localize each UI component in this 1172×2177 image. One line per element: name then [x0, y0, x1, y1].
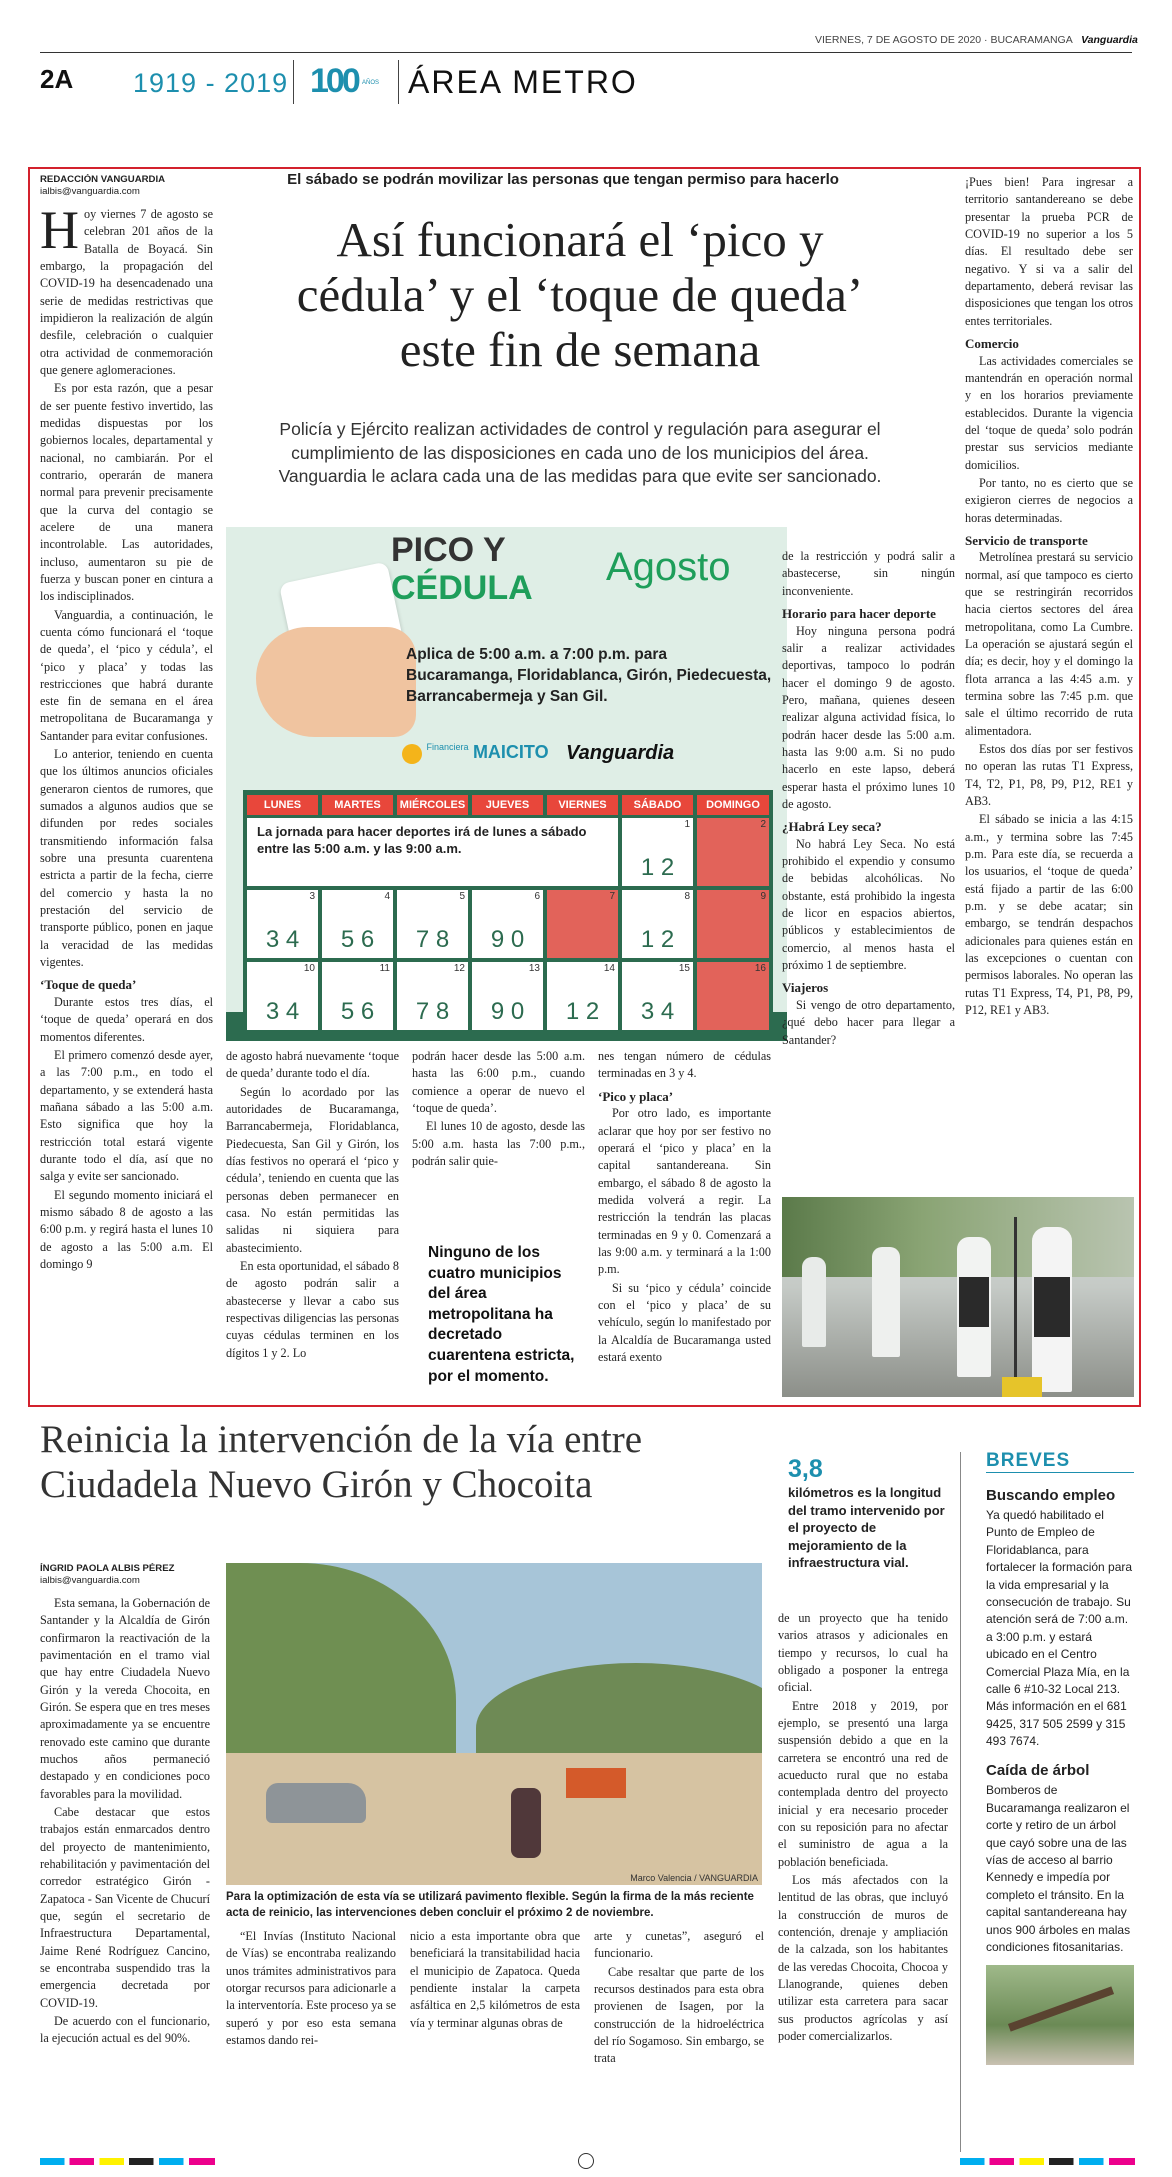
column-6: [965, 174, 1133, 1194]
second-column-3: [410, 1928, 580, 2153]
second-column-4: [594, 1928, 764, 2153]
col5-subhead-1: Horario para hacer deporte: [782, 605, 936, 621]
second-column-2: [226, 1928, 396, 2153]
section-title: ÁREA METRO: [408, 64, 638, 100]
road-stripe: [1002, 1377, 1042, 1397]
sponsor-logo: [402, 742, 549, 764]
graphic-month: Agosto: [606, 545, 731, 589]
c1-para-2: Cabe destacar que estos trabajos están enmarcados dentro del proyecto de mantenimiento, rehabilitación y pavimentación del corredor estratégico Girón - Zapatoca - San Vicente de Chucurí que, según el secretario de Infraestructura Departamental, Jaime René Rodríguez Cancino, se encontraba suspendido tras la emergencia decretada por COVID-19.: [40, 1804, 210, 2010]
calendar-day: 4 5 6: [322, 890, 393, 958]
col5-para-4: Si vengo de otro departamento, ¿qué debo hacer para llegar a Santander?: [782, 998, 955, 1047]
calendar-day: 8 1 2: [622, 890, 693, 958]
calendar-day: 6 9 0: [472, 890, 543, 958]
calendar-day: 5 7 8: [397, 890, 468, 958]
c5-para-3: Los más afectados con la lentitud de las obras, que incluyó la construcción de muros de contención, drenaje y ampliación de la calzada, son los habitantes de las veredas Chocoita, Chocoa y Llanogrande, quienes deben utilizar esta carretera para sacar sus productos agrícolas y así poder comercializarlos.: [778, 1872, 948, 2043]
c1-para-1: Esta semana, la Gobernación de Santander y la Alcaldía de Girón confirmaron la reactivación de la pavimentación en el tramo vial que hay entre Ciudadela Nuevo Girón y la vereda Chocoita, en Girón. Se espera que en tres meses aproximadamente ya se encuentre renovado este camino que durante muchos años permaneció destapado y en condiciones poco favorables para la movilidad.: [40, 1595, 210, 1801]
column-2: [226, 1048, 399, 1393]
second-column-1: [40, 1563, 210, 2153]
column-3: [412, 1048, 585, 1238]
brief-text-2: Bomberos de Bucaramanga realizaron el corte y retiro de un árbol que cayó sobre una de las vías de acceso al barrio Kennedy e impedía por completo el tránsito. En la capital santandereana hay unos 900 árboles en malas condiciones fitosanitarias.: [986, 1783, 1131, 1954]
sponsor-name: MAICITO: [472, 742, 549, 762]
day-header: LUNES: [247, 795, 318, 815]
col2-para-1: de agosto habrá nuevamente ‘toque de queda’ durante todo el día.: [226, 1049, 399, 1081]
calendar-day: 2: [697, 818, 769, 886]
c4-para-2: Cabe resaltar que parte de los recursos destinados para esta obra provienen de Isagen, por la construcción de la hidroeléctrica del río Sogamoso. Sin embargo, se trata: [594, 1964, 764, 2066]
graphic-title-2: CÉDULA: [391, 569, 533, 607]
col6-subhead-1: Comercio: [965, 335, 1019, 351]
byline-email: ialbis@vanguardia.com: [40, 185, 140, 197]
column-4: [598, 1048, 771, 1393]
calendar-grid: [243, 790, 773, 1035]
col1-para-7: El segundo momento iniciará el mismo sábado 8 de agosto a las 6:00 p.m. y regirá hasta el lunes 10 de agosto a las 5:00 a.m. El domingo 9: [40, 1187, 213, 1271]
col5-subhead-3: Viajeros: [782, 980, 829, 996]
brief-text-1: Ya quedó habilitado el Punto de Empleo de Floridablanca, para fortalecer la formación para la vida empresarial y la consecución de trabajo. Su atención será de 7:00 a.m. a 3:00 p.m. y estará ubicado en el Centro Comercial Plaza Mía, en la calle 6 #10-32 Local 213. Más información en el 681 9425, 317 505 2599 y 315 493 7674.: [986, 1508, 1133, 1749]
color-bar-left: [40, 2158, 215, 2165]
graphic-brand: Vanguardia: [566, 742, 675, 764]
second-headline: Reinicia la intervención de la vía entre Ciudadela Nuevo Girón y Chocoita: [40, 1418, 643, 1506]
calendar-day: 9: [697, 890, 769, 958]
col3-para-2: El lunes 10 de agosto, desde las 5:00 a.m. hasta las 7:00 p.m., podrán salir quie-: [412, 1119, 585, 1168]
fallen-tree-photo: [986, 1965, 1134, 2065]
col2-para-3: En esta oportunidad, el sábado 8 de agosto podrán salir a abastecerse y llevar a cabo sus respectivas diligencias las personas cuyas cédulas terminen en los dígitos 1 y 2. Lo: [226, 1258, 399, 1360]
col1-para-2: Es por esta razón, que a pesar de ser puente festivo invertido, las medidas dispuestas por los gobiernos locales, departamental y nacional, no cambiarán. Por el contrario, operarán de manera normal para prevenir precisamente que la curva del contagio se acelere de una manera incontrolable. Las autoridades, incluso, aumentaron su pie de fuerza y buscan poner en cintura a los indisciplinados.: [40, 381, 213, 604]
col1-para-6: El primero comenzó desde ayer, a las 7:00 p.m., en todo el departamento, y se extenderá hasta mañana sábado a las 5:00 a.m. Esto significa que hoy la restricción total estará vigente durante todo el día, así que no salga y evite ser sancionado.: [40, 1047, 213, 1184]
col6-para-5: Estos dos días por ser festivos no operan las rutas T1 Express, T4, T2, P1, P8, P9, P12, RE1 y AB3.: [965, 742, 1133, 809]
brief-title-1: Buscando empleo: [986, 1487, 1116, 1504]
col5-para-3: No habrá Ley Seca. No está prohibido el expendio y consumo de bebidas alcohólicas. No obstante, está prohibido la ingesta de licor en espacios abiertos, públicos y establecimientos de comercio, al menos hasta el próximo 1 de septiembre.: [782, 836, 955, 973]
byline-name: REDACCIÓN VANGUARDIA: [40, 174, 166, 185]
photo-credit: Marco Valencia / VANGUARDIA: [630, 1873, 758, 1883]
calendar-day: 7: [547, 890, 618, 958]
col6-para-4: Metrolínea prestará su servicio normal, así que tampoco es cierto que se restringirán recorridos hacia ciertos sectores del área metropolitana, como La Cumbre. La operación se ajustará según el día; es decir, hoy y el domingo la flota arranca a las 4:45 a.m. y termina sobre las 7:45 p.m. que sale el último recorrido de ruta alimentadora.: [965, 550, 1133, 738]
dateline-text: VIERNES, 7 DE AGOSTO DE 2020 · BUCARAMANGA: [815, 34, 1073, 46]
second-byline-name: ÍNGRID PAOLA ALBIS PÉREZ: [40, 1563, 175, 1574]
col6-para-6: El sábado se inicia a las 4:15 a.m., y termina sobre las 7:45 p.m. Para este día, se recuerda a los usuarios, el ‘toque de queda’ está fijado a partir de las 6:00 p.m. y se debe acatar; sin embargo, se tendrán despachos adicionales para quienes están en las excepciones o cuentan con permisos laborales. No operan las rutas T1 Express, T4, P1, P8, P9, P12, RE1 y AB3.: [965, 812, 1133, 1017]
breves-label: BREVES: [986, 1450, 1134, 1473]
calendar-day: 3 3 4: [247, 890, 318, 958]
road-photo: [226, 1563, 762, 1885]
col6-para-3: Por tanto, no es cierto que se exigieron cierres de negocios a horas determinadas.: [965, 475, 1133, 525]
header-divider-1: [293, 60, 294, 104]
c5-para-1: de un proyecto que ha tenido varios atrasos y adicionales en tiempo y recursos, lo cual ha obligado a posponer la entrega oficial.: [778, 1611, 948, 1695]
day-header: VIERNES: [547, 795, 618, 815]
brief-title-2: Caída de árbol: [986, 1762, 1090, 1780]
logo-number: 100: [310, 62, 358, 100]
c2-para-1: “El Invías (Instituto Nacional de Vías) se encontraba realizando unos trámites administrativos para otorgar recursos para adicionarle a la interventoría. Este proceso ya se superó y por eso esta semana estamos dando rei-: [226, 1929, 396, 2047]
calendar-day: 16: [697, 962, 769, 1030]
sponsor-small: Financiera: [426, 742, 469, 752]
hand-shape: [256, 627, 416, 737]
calendar-day: 11 5 6: [322, 962, 393, 1030]
column-5: [782, 548, 955, 1188]
col6-subhead-2: Servicio de transporte: [965, 532, 1088, 548]
c4-para-1: arte y cunetas”, aseguró el funcionario.: [594, 1929, 764, 1961]
main-headline: Así funcionará el ‘pico y cédula’ y el ‘toque de queda’ este fin de semana: [296, 212, 864, 377]
brand-mark: Vanguardia: [1081, 34, 1138, 46]
col1-para-4: Lo anterior, teniendo en cuenta que los últimos anuncios oficiales generaron cientos de rumores, que sumados a algunos audios que se difunden por redes sociales transmitiendo información falsa sobre una presunta cuarentena estricta a partir de la fecha, cierre del comercio y hasta la no prestación del servicio de transporte público, ponen en jaque la veracidad de las medidas vigentes.: [40, 747, 213, 970]
c1-para-3: De acuerdo con el funcionario, la ejecución actual es del 90%.: [40, 2013, 210, 2046]
kicker: El sábado se podrán movilizar las personas que tengan permiso para hacerlo: [287, 171, 839, 188]
day-header: SÁBADO: [622, 795, 693, 815]
stat-text: kilómetros es la longitud del tramo intervenido por el proyecto de mejoramiento de la infraestructura vial.: [788, 1485, 945, 1571]
graphic-apply: Aplica de 5:00 a.m. a 7:00 p.m. para Bucaramanga, Floridablanca, Girón, Piedecuesta, Barrancabermeja y San Gil.: [406, 646, 772, 705]
col1-subhead: ‘Toque de queda’: [40, 977, 137, 993]
calendar-day: 10 3 4: [247, 962, 318, 1030]
col4-para-1: nes tengan número de cédulas terminadas en 3 y 4.: [598, 1049, 771, 1081]
motorbike-rider: [511, 1788, 541, 1858]
top-rule: [40, 52, 1132, 53]
column-1: [40, 174, 213, 1394]
photo-caption: Para la optimización de esta vía se utilizará pavimento flexible. Según la firma de la más reciente acta de reinicio, las intervenciones deben concluir el próximo 2 de noviembre.: [226, 1891, 754, 1919]
flag-pole: [1014, 1217, 1017, 1387]
col5-para-2: Hoy ninguna persona podrá salir a realizar actividades deportivas, tampoco lo podrán hacer el domingo 9 de agosto. Pero, mañana, quienes deseen realizar alguna actividad física, lo podrán hacer desde las 5:00 a.m. hasta las 9:00 a.m. Si no pudo hacerlo en este lapso, deberá esperar hasta el próximo lunes 10 de agosto.: [782, 623, 955, 811]
breves-divider: [960, 1452, 961, 2152]
calendar-day: 14 1 2: [547, 962, 618, 1030]
col6-para-1: ¡Pues bien! Para ingresar a territorio santandereano se debe presentar la prueba PCR de COVID-19 no superior a los 5 días. El resultado debe ser negativo. Y si va a salir del departamento, deberá revisar las disposiciones que tengan los otros entes territoriales.: [965, 175, 1133, 328]
page-number: 2A: [40, 64, 74, 94]
barrier-shape: [566, 1768, 626, 1798]
registration-mark-icon: [578, 2153, 594, 2169]
col1-para-5: Durante estos tres días, el ‘toque de queda’ operará en dos momentos diferentes.: [40, 995, 213, 1044]
color-bar-right: [960, 2158, 1135, 2165]
c3-para-1: nicio a esta importante obra que beneficiará la transitabilidad hacia el municipio de Zapatoca. Queda pendiente instalar la carpeta asfáltica en 2,5 kilómetros de esta vía y terminar algunas obras de: [410, 1929, 580, 2030]
calendar-day: 15 3 4: [622, 962, 693, 1030]
soldiers-photo: [782, 1197, 1134, 1397]
calendar-day: 13 9 0: [472, 962, 543, 1030]
col4-para-2: Por otro lado, es importante aclarar que hoy por ser festivo no operará el ‘pico y placa’ en la capital santandereana. Sin embargo, el sábado 8 de agosto la medida volverá a regir. La restricción la tendrán las placas terminadas en 9 y 0. Comenzará a las 9:00 a.m. y terminará a la 1:00 p.m.: [598, 1106, 771, 1277]
c5-para-2: Entre 2018 y 2019, por ejemplo, se presentó una larga suspensión debido a que en la carretera se encontró una red de acueducto rural que no estaba contemplada dentro del proyecto inicial y era necesario proceder con su reposición para no afectar el suministro de agua a la población beneficiada.: [778, 1698, 948, 1869]
sport-note-cell: [247, 818, 618, 886]
calendar-day: 1 1 2: [622, 818, 693, 886]
graphic-title-1: PICO Y: [391, 531, 506, 569]
day-header: MARTES: [322, 795, 393, 815]
soldier-figure: [872, 1247, 900, 1357]
col4-subhead: ‘Pico y placa’: [598, 1088, 674, 1104]
col5-para-1: de la restricción y podrá salir a abastecerse, sin ningún inconveniente.: [782, 549, 955, 598]
centenary-logo: [310, 62, 390, 102]
day-header: DOMINGO: [697, 795, 769, 815]
article-lead: Policía y Ejército realizan actividades de control y regulación para asegurar el cumplimiento de las disposiciones en cada uno de los municipios del área. Vanguardia le aclara cada una de las medidas para que evite ser sancionado.: [278, 419, 882, 487]
col5-subhead-2: ¿Habrá Ley seca?: [782, 819, 882, 835]
stat-number: 3,8: [788, 1455, 823, 1483]
years-label: 1919 - 2019: [133, 68, 289, 98]
day-header: MIÉRCOLES: [397, 795, 468, 815]
car-shape: [266, 1783, 366, 1823]
sport-note: La jornada para hacer deportes irá de lunes a sábado entre las 5:00 a.m. y las 9:00 a.m.: [257, 824, 587, 856]
tree-trunk: [1008, 1986, 1114, 2031]
byline: [40, 174, 213, 198]
col4-para-3: Si su ‘pico y cédula’ coincide con el ‘pico y placa’ de su vehículo, según lo manifestado por la Alcaldía de Bucaramanga usted estará exento: [598, 1280, 771, 1364]
soldier-figure: [802, 1257, 826, 1347]
col1-para-1: oy viernes 7 de agosto se celebran 201 años de la Batalla de Boyacá. Sin embargo, la propagación del COVID-19 ha desencadenado una serie de medidas restrictivas que impidieron la realización de algún desfile, celebración o cualquier otra actividad de conmemoración que genere aglomeraciones.: [40, 206, 213, 377]
soldier-vest: [959, 1277, 989, 1327]
col6-para-2: Las actividades comerciales se mantendrán en operación normal y en los horarios previamente establecidos. Durante la vigencia del ‘toque de queda’ solo podrán prestar sus servicios mediante domicilios.: [965, 353, 1133, 472]
col3-para-1: podrán hacer desde las 5:00 a.m. hasta las 6:00 p.m., cuando comience a operar de nuevo el ‘toque de queda’.: [412, 1049, 585, 1115]
soldier-vest: [1034, 1277, 1070, 1337]
second-byline-email: ialbis@vanguardia.com: [40, 1574, 140, 1586]
col2-para-2: Según lo acordado por las autoridades de Bucaramanga, Barrancabermeja, Floridablanca, Piedecuesta, San Gil y Girón, los días festivos no operará el ‘pico y cédula’, teniendo en cuenta que las personas deben permanecer en casa. No están permitidas las salidas ni siquiera para abastecimiento.: [226, 1084, 399, 1255]
pull-quote: Ninguno de los cuatro municipios del área metropolitana ha decretado cuarentena estricta, por el momento.: [428, 1244, 575, 1385]
calendar-day: 12 7 8: [397, 962, 468, 1030]
second-byline: [40, 1563, 210, 1587]
sponsor-sun-icon: [402, 744, 422, 764]
stat-box: [788, 1455, 958, 1572]
dateline: [815, 34, 1138, 46]
drop-cap: H: [40, 199, 79, 260]
header-divider-2: [398, 60, 399, 104]
day-header: JUEVES: [472, 795, 543, 815]
breves-column: [986, 1450, 1134, 1956]
logo-sub: AÑOS: [362, 80, 380, 86]
col1-para-3: Vanguardia, a continuación, le cuenta cómo funcionará el ‘toque de queda’, el ‘pico y cédula’, el ‘pico y placa’ y todas las restricciones que habrá durante este fin de semana en el área metropolitana de Bucaramanga y Santander para evitar confusiones.: [40, 607, 213, 743]
second-column-5: [778, 1610, 948, 2155]
